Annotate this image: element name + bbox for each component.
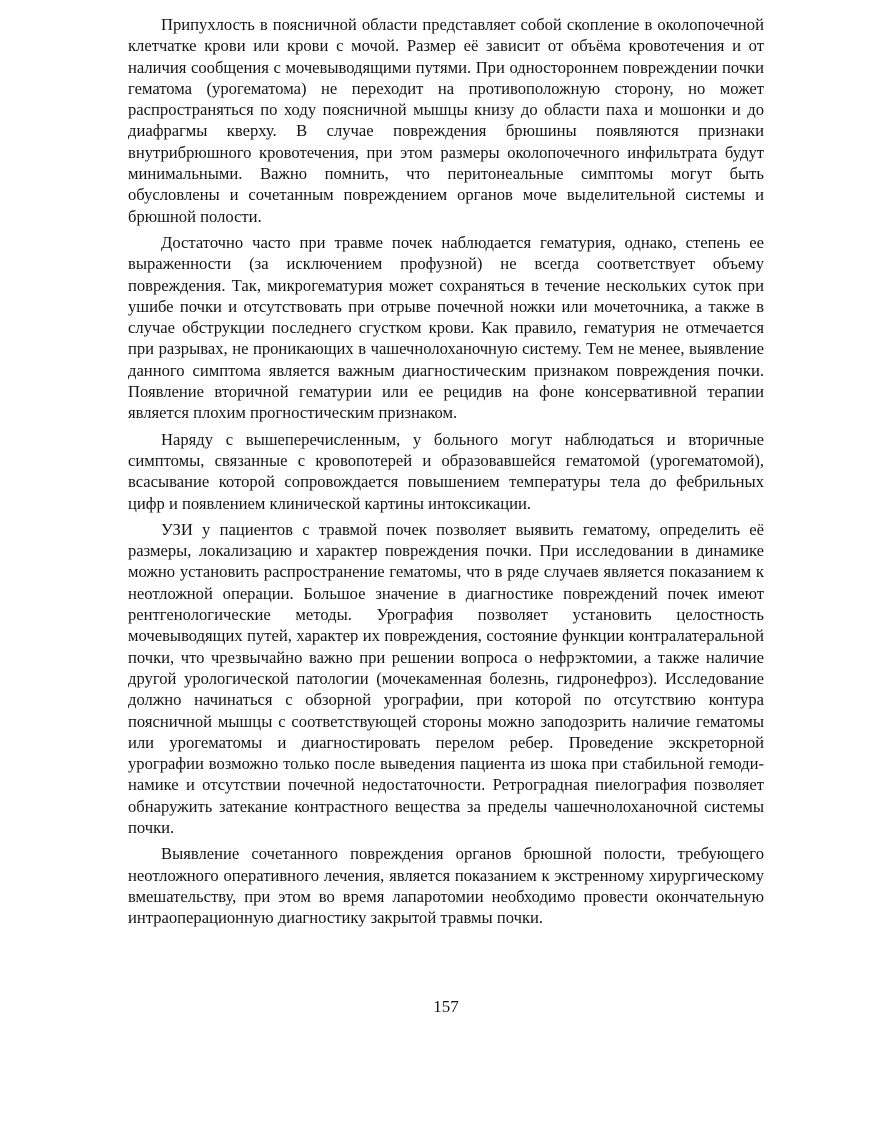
page-number: 157 bbox=[433, 997, 459, 1016]
body-text bbox=[128, 14, 764, 933]
paragraph-secondary-symptoms: Наряду с вышеперечисленным, у больного могут наблюдаться и вторичные симптомы, связанные с кровопотерей и образовавшейся гематомой (урогематомой), всасывание которой сопровождается повышением температуры тела до фебрильных цифр и появлением клинической картины интоксикации. bbox=[128, 429, 764, 513]
paragraph-hematuria: Достаточно часто при травме почек наблюдается гематурия, однако, степень ее выраженности (за исключением профузной) не всегда соответствует объему повреждения. Так, микрогематурия может сохраняться в течение нескольких суток при ушибе почки и отсутствовать при отрыве почечной ножки или мочеточника, а также в случае обструкции последнего сгустком крови. Как правило, гематурия не отмечается при разрывах, не проникающих в чашечнолоханочную систему. Тем не менее, выявление данного симптома является важным диагностическим признаком повреждения почки. Появление вторичной гематурии или ее рецидив на фоне консервативной терапии является плохим прогностическим признаком. bbox=[128, 232, 764, 423]
paragraph-combined-injury: Выявление сочетанного повреждения органов брюшной полости, требующего неотложного оперативного лечения, является показанием к экстренному хирургическому вмешательству, при этом во время лапаротомии необходимо провести окончательную интраоперационную диагностику закрытой травмы почки. bbox=[128, 844, 764, 928]
paragraph-swelling: Припухлость в поясничной области представляет собой скопление в околопочечной клетчатке крови или крови с мочой. Размер её зависит от объёма кровотечения и от наличия сообщения с мочевыводящими путями. При одностороннем повреждении почки гематома (урогематома) не переходит на противоположную сторону, но может распространяться по ходу поясничной мышцы книзу до области паха и мошонки и до диафрагмы кверху. В случае повреждения брюшины появляются признаки внутрибрюшного кровотечения, при этом размеры околопочечного инфильтрата будут минимальными. Важно помнить, что перитонеальные симптомы могут быть обусловлены и сочетанным повреждением органов моче выделительной системы и брюшной полости. bbox=[128, 15, 764, 226]
paragraph-ultrasound: УЗИ у пациентов с травмой почек позволяет выявить гематому, определить её размеры, локализацию и характер повреждения почки. При исследовании в динамике можно установить распространение гематомы, что в ряде случаев является показанием к неотложной операции. Большое значение в диагностике повреждений почек имеют рентгенологические методы. Урография позволяет установить целостность мочевыводящих путей, характер их повреждения, состояние функции контралатеральной почки, что чрезвычайно важно при решении вопроса о нефрэктомии, а также наличие другой урологической патологии (мочекаменная болезнь, гидронефроз). Исследование должно начинаться с обзорной урографии, при которой по отсутствию контура поясничной мышцы с соответствующей стороны можно заподозрить наличие гематомы или урогематомы и диагностировать перелом ребер. Проведение экскреторной урографии возможно только после выведения пациента из шока при стабильной гемодинамике и отсутствии почечной недостаточности. Ретроградная пиелография позволяет обнаружить затекание контрастного вещества за пределы чашечнолоханочной системы почки. bbox=[128, 519, 764, 837]
